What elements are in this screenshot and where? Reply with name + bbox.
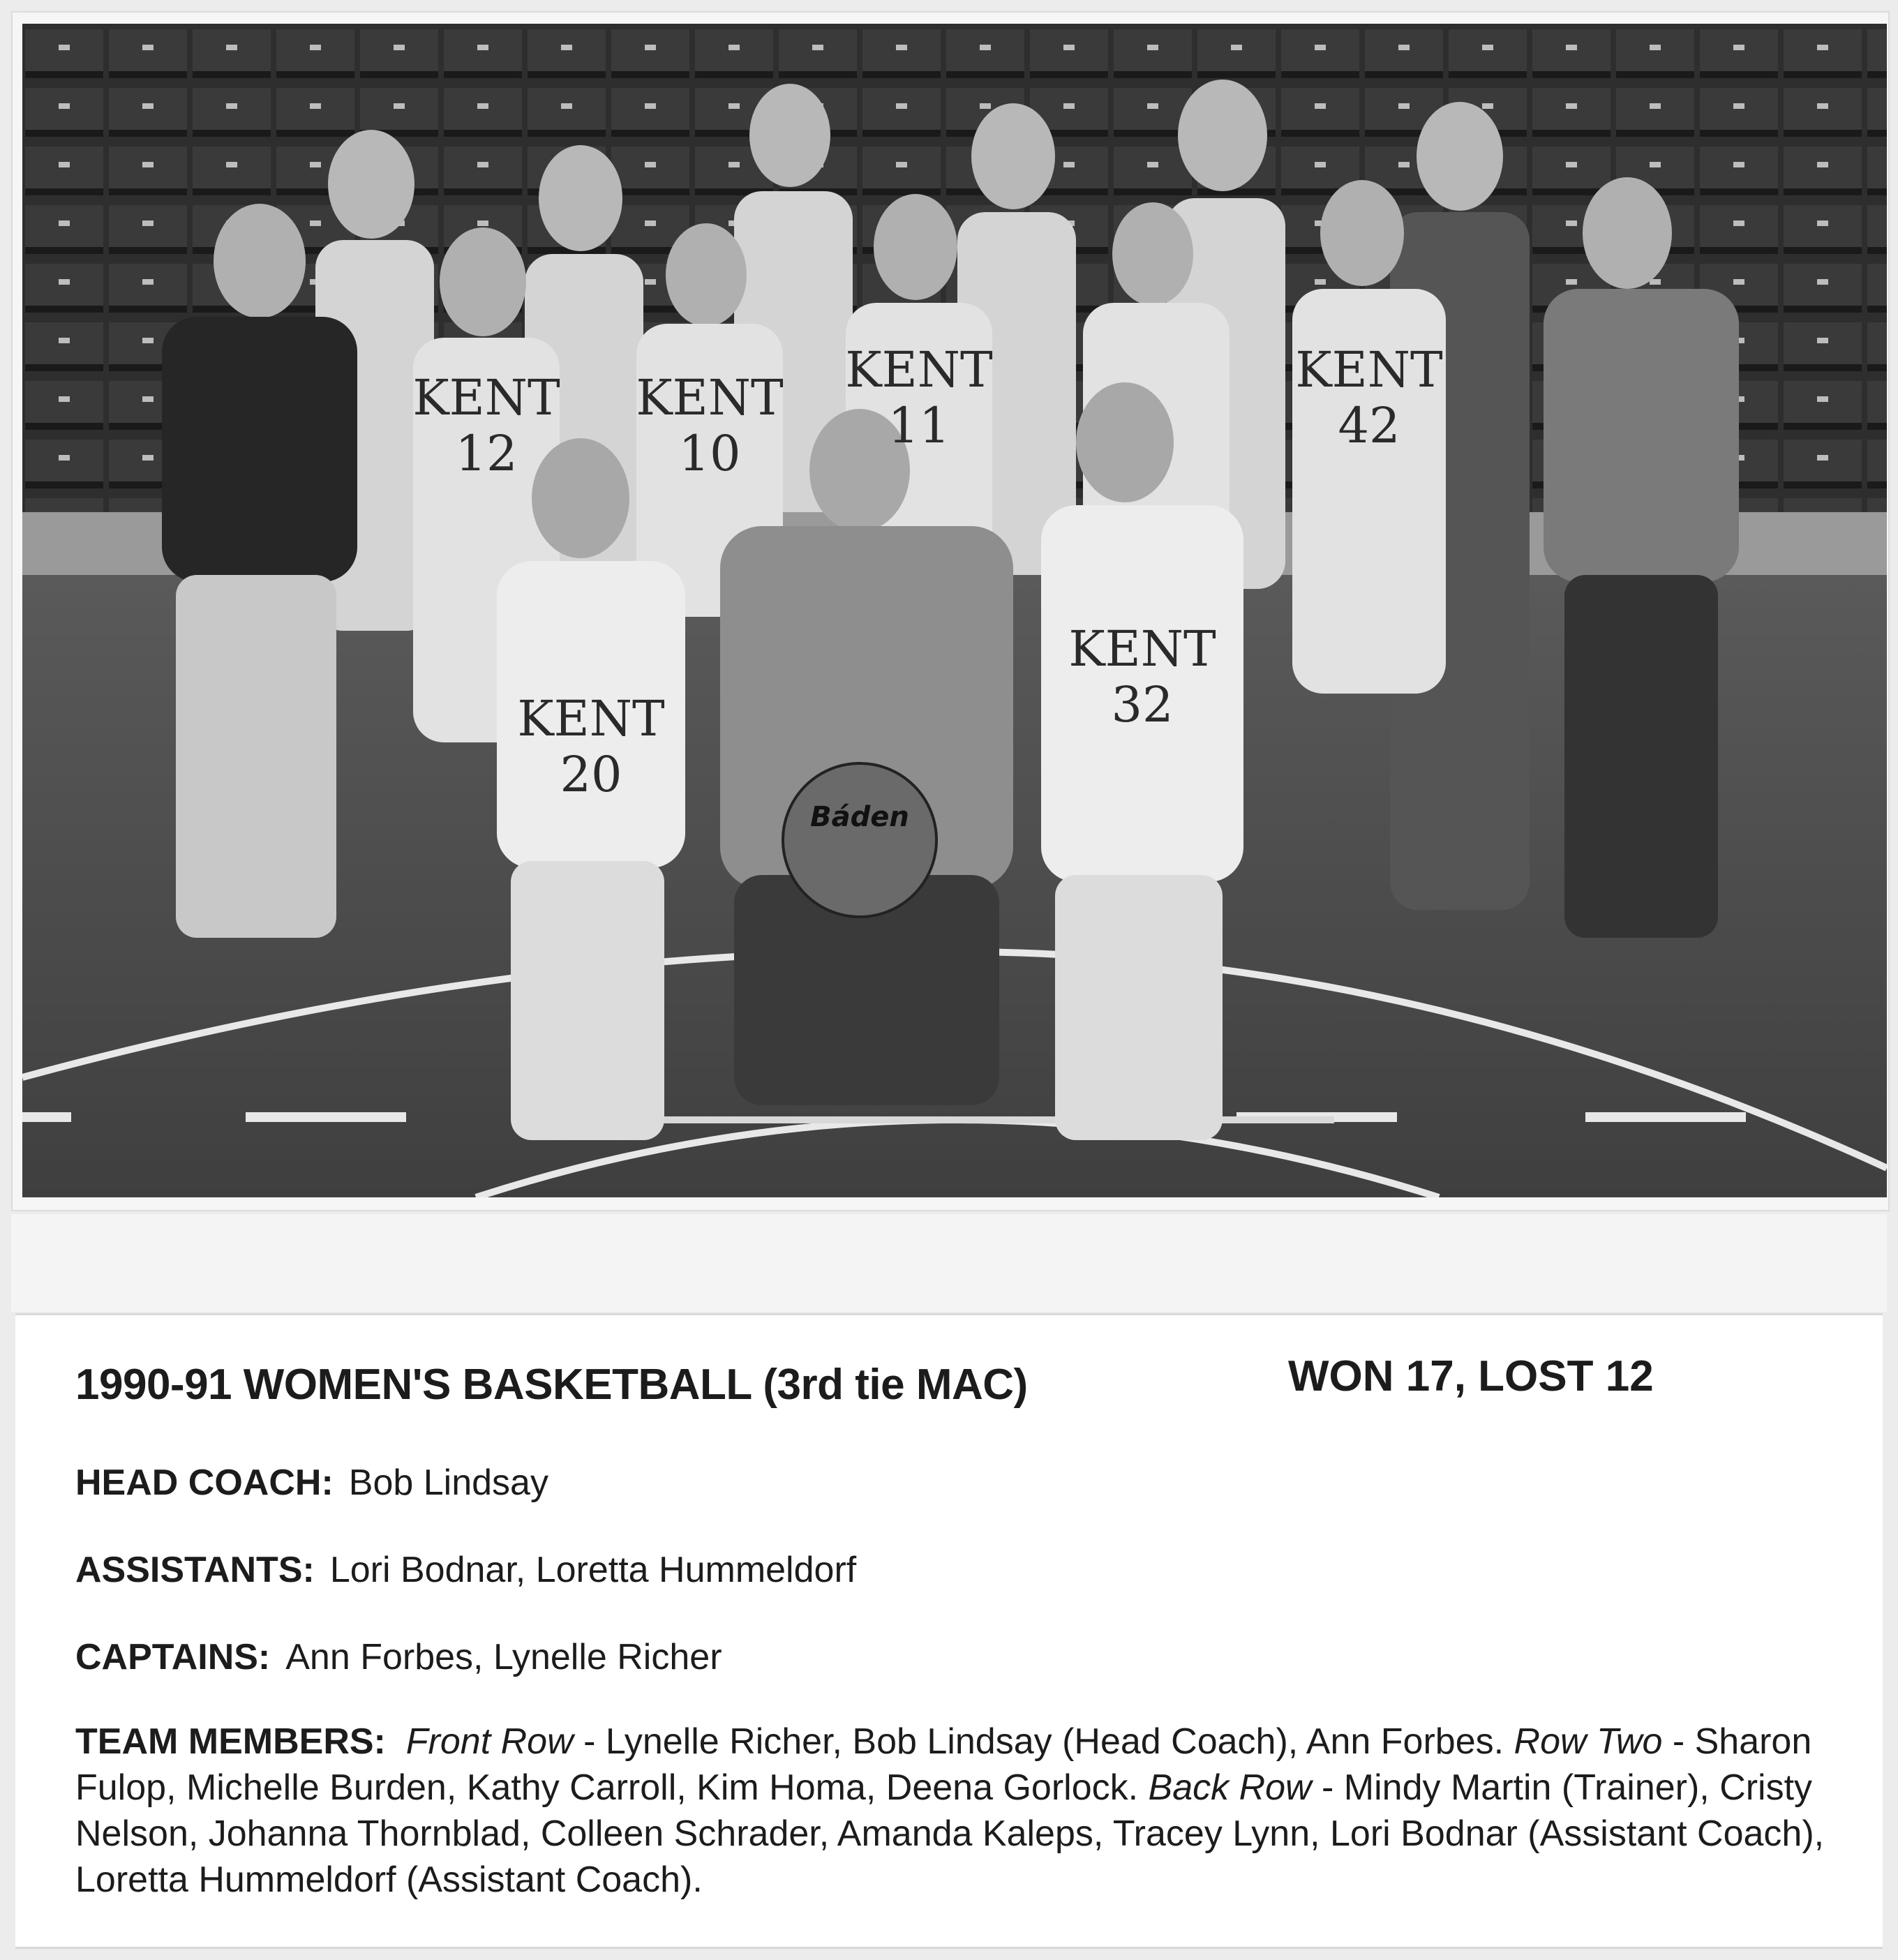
jersey-text: KENT bbox=[517, 690, 665, 747]
head-coach-line bbox=[75, 1462, 548, 1504]
front-row-label: Front Row bbox=[405, 1721, 574, 1762]
jersey-number: 10 bbox=[678, 425, 741, 482]
ball-brand: Báden bbox=[810, 801, 909, 833]
jersey-text: KENT bbox=[636, 369, 784, 426]
captains-label: CAPTAINS: bbox=[75, 1637, 271, 1677]
caption-title: 1990-91 WOMEN'S BASKETBALL (3rd tie MAC) bbox=[75, 1361, 1028, 1409]
head-coach-value: Bob Lindsay bbox=[348, 1462, 548, 1503]
row-two-label: Row Two bbox=[1514, 1721, 1663, 1762]
jersey-text: KENT bbox=[1295, 341, 1443, 398]
jersey-number: 42 bbox=[1338, 397, 1400, 454]
jersey-number: 12 bbox=[455, 425, 518, 482]
captains-line bbox=[75, 1636, 722, 1678]
back-row-label: Back Row bbox=[1148, 1767, 1312, 1808]
season-record: WON 17, LOST 12 bbox=[1288, 1352, 1654, 1400]
jersey-text: KENT bbox=[412, 369, 560, 426]
jersey-text: KENT bbox=[1068, 620, 1216, 678]
jersey-number: 11 bbox=[888, 397, 950, 454]
team-photo bbox=[22, 24, 1887, 1197]
jersey-number: 32 bbox=[1111, 676, 1174, 733]
jersey-text: KENT bbox=[845, 341, 993, 398]
back-row-value: - Mindy Martin (Trainer), Cristy Nelson, Johanna Thornblad, Colleen Schrader, Amanda Kaleps, Tracey Lynn, Lori Bodnar (Assistant Coach), Loretta Hummeldorf (Assistant Coach). bbox=[75, 1767, 1825, 1900]
assistants-line bbox=[75, 1549, 856, 1591]
team-members-paragraph bbox=[75, 1719, 1841, 1903]
head-coach-label: HEAD COACH: bbox=[75, 1462, 334, 1503]
team-members-label: TEAM MEMBERS: bbox=[75, 1721, 386, 1762]
front-row-value: - Lynelle Richer, Bob Lindsay (Head Coach), Ann Forbes. bbox=[573, 1721, 1514, 1762]
row-two-value: - Sharon Fulop, Michelle Burden, Kathy Carroll, Kim Homa, Deena Gorlock. bbox=[75, 1721, 1812, 1808]
jersey-number: 20 bbox=[560, 746, 622, 803]
caption-card bbox=[15, 1313, 1883, 1949]
captains-value: Ann Forbes, Lynelle Richer bbox=[285, 1637, 722, 1677]
mount-gap bbox=[11, 1214, 1887, 1312]
assistants-value: Lori Bodnar, Loretta Hummeldorf bbox=[329, 1550, 857, 1590]
assistants-label: ASSISTANTS: bbox=[75, 1550, 315, 1590]
